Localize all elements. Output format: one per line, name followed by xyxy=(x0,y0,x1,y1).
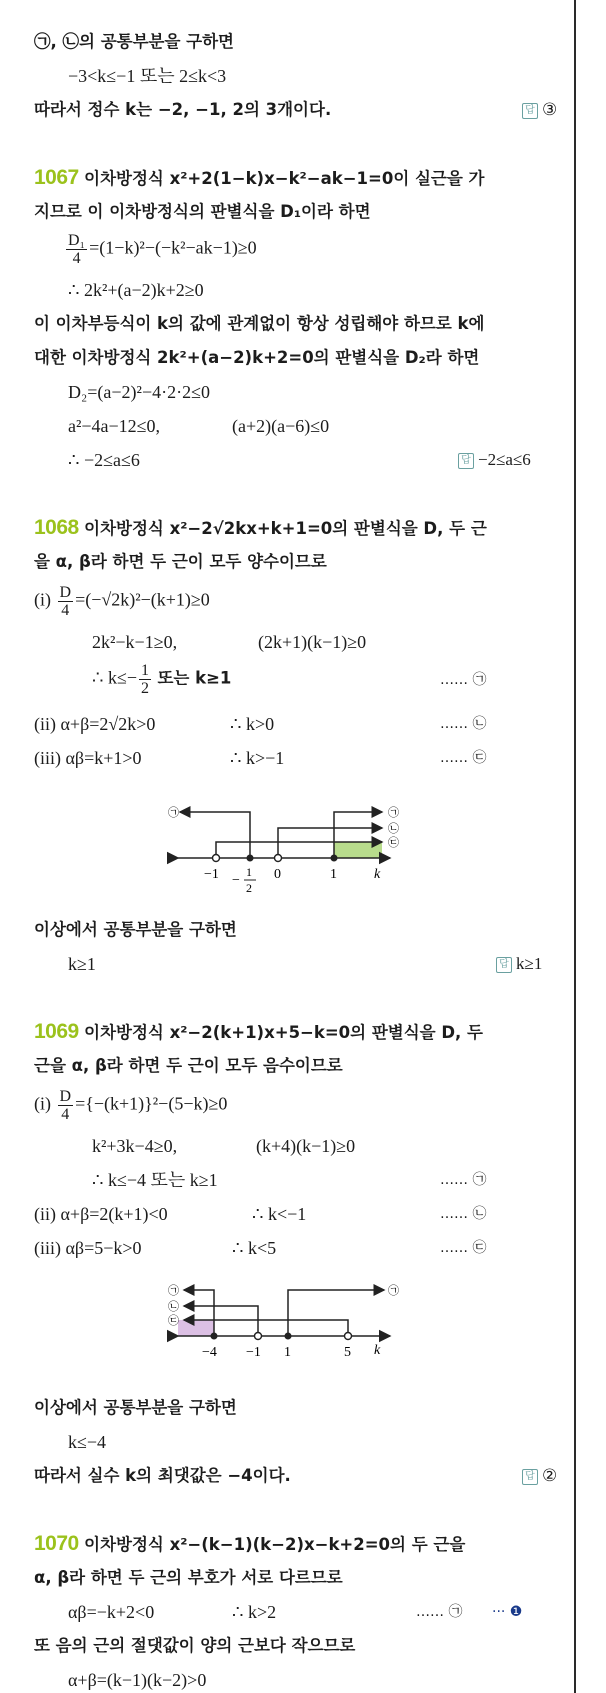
open-point xyxy=(275,855,282,862)
label-a: ㉠ xyxy=(168,807,179,819)
answer-1066: 답 ③ xyxy=(522,98,557,122)
marker-1070-a: …… ㉠ xyxy=(416,1604,463,1620)
problem-1068-factored: (2k+1)(k−1)≥0 xyxy=(258,632,367,652)
axis-label: k xyxy=(374,867,381,882)
problem-1070-product: αβ=−k+2<0 xyxy=(68,1602,155,1622)
marker-1068-b: …… ㉡ xyxy=(440,716,487,732)
problem-1069-line1: 1069 이차방정식 x²−2(k+1)x+5−k=0의 판별식을 D, 두 xyxy=(34,1020,483,1043)
closed-point xyxy=(211,1333,218,1340)
tick-label: 1 xyxy=(330,867,337,882)
problem-1067-line1: 1067 이차방정식 x²+2(1−k)x−k²−ak−1=0이 실근을 가 xyxy=(34,166,485,189)
problem-1070-line4: 또 음의 근의 절댓값이 양의 근보다 작으므로 xyxy=(34,1636,356,1655)
problem-1069-case2-result: ∴ k<−1 xyxy=(252,1204,307,1224)
answer-badge-icon: 답 xyxy=(522,1469,538,1485)
marker-1069-b: …… ㉡ xyxy=(440,1206,487,1222)
tick-label: 2 xyxy=(246,881,252,895)
answer-1068: 답 k≥1 xyxy=(496,952,542,976)
closed-point xyxy=(247,855,254,862)
answer-1067: 답 −2≤a≤6 xyxy=(458,448,531,472)
closed-point xyxy=(285,1333,292,1340)
problem-1070-product-result: ∴ k>2 xyxy=(232,1602,277,1622)
problem-1069-case2: (ii) α+β=2(k+1)<0 xyxy=(34,1204,168,1224)
problem-1068-line2: 을 α, β라 하면 두 근이 모두 양수이므로 xyxy=(34,552,327,571)
problem-1068-case2: (ii) α+β=2√2k>0 xyxy=(34,714,156,734)
marker-1069-c: …… ㉢ xyxy=(440,1240,487,1256)
problem-1067-d2: D₂=(a−2)²−4·2·2≤0 xyxy=(68,382,210,402)
problem-1069-range1: ∴ k≤−4 또는 k≥1 xyxy=(92,1170,218,1190)
problem-1068-result: k≥1 xyxy=(68,954,96,974)
problem-1069-conclusion: 따라서 실수 k의 최댓값은 −4이다. xyxy=(34,1466,291,1485)
problem-1069-case3: (iii) αβ=5−k>0 xyxy=(34,1238,142,1258)
conclusion-text: 따라서 정수 k는 −2, −1, 2의 3개이다. xyxy=(34,100,332,119)
tick-label: 0 xyxy=(274,867,281,882)
problem-1068-line1: 1068 이차방정식 x²−2√2kx+k+1=0의 판별식을 D, 두 근 xyxy=(34,516,487,539)
open-point xyxy=(255,1333,262,1340)
problem-1068-case1: (i) $\frac{D}{4}$ =(−√2k)²−(k+1)≥0 xyxy=(34,584,210,619)
tick-label: 5 xyxy=(344,1345,351,1360)
problem-1067-line6: 대한 이차방정식 2k²+(a−2)k+2=0의 판별식을 D₂라 하면 xyxy=(34,348,480,367)
problem-number-1067: 1067 xyxy=(34,166,79,189)
marker-1069-a: …… ㉠ xyxy=(440,1172,487,1188)
problem-1069-case1: (i) $\frac{D}{4}$ ={−(k+1)}²−(5−k)≥0 xyxy=(34,1088,228,1123)
problem-1067-line2: 지므로 이 이차방정식의 판별식을 D₁이라 하면 xyxy=(34,202,371,221)
problem-1069-intersection: 이상에서 공통부분을 구하면 xyxy=(34,1398,237,1417)
label-a: ㉠ xyxy=(388,1285,399,1297)
open-point xyxy=(213,855,220,862)
problem-1068-quad: 2k²−k−1≥0, xyxy=(92,632,178,652)
answer-badge-icon: 답 xyxy=(522,103,538,119)
problem-1067-factored: (a+2)(a−6)≤0 xyxy=(232,416,330,436)
number-line-1068 xyxy=(160,792,410,910)
problem-1068-case3-result: ∴ k>−1 xyxy=(230,748,285,768)
marker-1068-c: …… ㉢ xyxy=(440,750,487,766)
problem-number-1070: 1070 xyxy=(34,1532,79,1555)
marker-1068-a: …… ㉠ xyxy=(440,672,487,688)
tick-label: −1 xyxy=(246,1345,261,1360)
label-c: ㉢ xyxy=(388,837,399,849)
problem-1067-result: ∴ −2≤a≤6 xyxy=(68,450,140,470)
problem-1068-range1: ∴ k≤− $\frac{1}{2}$ 또는 k≥1 xyxy=(92,662,232,697)
range-a-right xyxy=(288,1290,384,1336)
problem-1070-line1: 1070 이차방정식 x²−(k−1)(k−2)x−k+2=0의 두 근을 xyxy=(34,1532,466,1555)
problem-number-1068: 1068 xyxy=(34,516,79,539)
open-point xyxy=(345,1333,352,1340)
tick-label: 1 xyxy=(246,865,252,879)
intersection-intro: ㉠, ㉡의 공통부분을 구하면 xyxy=(34,32,234,51)
closed-point xyxy=(331,855,338,862)
tick-label: −4 xyxy=(202,1345,217,1360)
range-a-left xyxy=(180,812,250,858)
tick-label: −1 xyxy=(204,867,219,882)
problem-1067-line5: 이 이차부등식이 k의 값에 관계없이 항상 성립해야 하므로 k에 xyxy=(34,314,485,333)
answer-badge-icon: 답 xyxy=(458,453,474,469)
problem-1069-factored: (k+4)(k−1)≥0 xyxy=(256,1136,356,1156)
label-a: ㉠ xyxy=(168,1285,179,1297)
problem-1069-case3-result: ∴ k<5 xyxy=(232,1238,277,1258)
problem-1068-intersection: 이상에서 공통부분을 구하면 xyxy=(34,920,237,939)
problem-1070-line2: α, β라 하면 두 근의 부호가 서로 다르므로 xyxy=(34,1568,343,1587)
answer-badge-icon: 답 xyxy=(496,957,512,973)
column-divider xyxy=(574,0,576,1693)
problem-number-1069: 1069 xyxy=(34,1020,79,1043)
step-marker-1: ··· ❶ xyxy=(492,1604,523,1620)
problem-1068-case3: (iii) αβ=k+1>0 xyxy=(34,748,142,768)
tick-label: 1 xyxy=(284,1345,291,1360)
shaded-region-1068 xyxy=(334,842,382,858)
problem-1069-quad: k²+3k−4≥0, xyxy=(92,1136,178,1156)
shaded-region-1069 xyxy=(178,1320,214,1336)
answer-1069: 답 ② xyxy=(522,1464,557,1488)
label-b: ㉡ xyxy=(388,823,399,835)
problem-1069-result: k≤−4 xyxy=(68,1432,107,1452)
axis-label: k xyxy=(374,1343,381,1358)
problem-1069-line2: 근을 α, β라 하면 두 근이 모두 음수이므로 xyxy=(34,1056,343,1075)
number-line-1069 xyxy=(168,1278,422,1378)
problem-1067-inequality: ∴ 2k²+(a−2)k+2≥0 xyxy=(68,280,204,300)
problem-1070-sum: α+β=(k−1)(k−2)>0 xyxy=(68,1670,207,1690)
label-a: ㉠ xyxy=(388,807,399,819)
problem-1068-case2-result: ∴ k>0 xyxy=(230,714,275,734)
label-c: ㉢ xyxy=(168,1315,179,1327)
label-b: ㉡ xyxy=(168,1301,179,1313)
solution-range: −3<k≤−1 또는 2≤k<3 xyxy=(68,66,227,86)
problem-1067-discriminant: $\frac{\text{D₁}}{4}$ =(1−k)²−(−k²−ak−1)≥0 xyxy=(68,232,257,267)
problem-1067-quad: a²−4a−12≤0, xyxy=(68,416,161,436)
tick-label: − xyxy=(232,873,240,888)
